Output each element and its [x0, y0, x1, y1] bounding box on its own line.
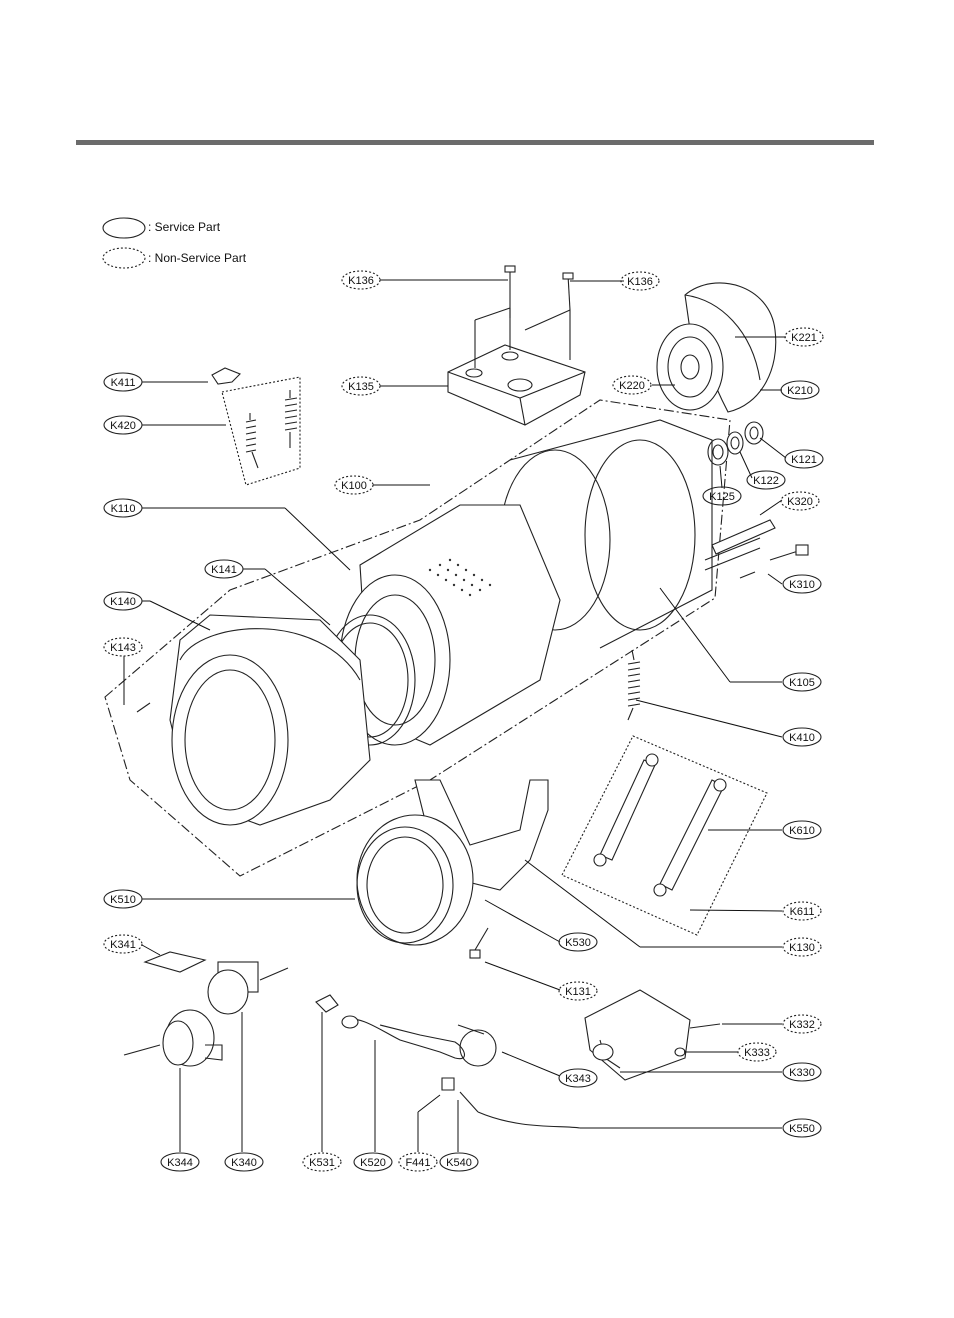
label-K320	[781, 492, 819, 510]
svg-text:K333: K333	[744, 1047, 770, 1059]
label-K411	[104, 373, 142, 391]
label-K140	[104, 592, 142, 610]
svg-text:K110: K110	[110, 503, 136, 515]
label-F441	[399, 1153, 437, 1171]
svg-text:K105: K105	[789, 677, 815, 689]
label-K310	[783, 575, 821, 593]
label-K340	[225, 1153, 263, 1171]
label-K136a	[342, 271, 380, 289]
label-K210	[781, 381, 819, 399]
svg-text:K530: K530	[565, 937, 591, 949]
label-K540	[440, 1153, 478, 1171]
svg-text:K125: K125	[709, 491, 735, 503]
svg-text:K131: K131	[565, 986, 591, 998]
legend-service-text: : Service Part	[148, 220, 221, 234]
label-K221	[785, 328, 823, 346]
svg-text:K344: K344	[167, 1157, 193, 1169]
svg-text:K411: K411	[110, 377, 136, 389]
label-K105	[783, 673, 821, 691]
part-drawings	[105, 266, 808, 1128]
label-K611	[783, 902, 821, 920]
svg-text:K141: K141	[211, 564, 237, 576]
svg-text:K340: K340	[231, 1157, 257, 1169]
svg-text:K332: K332	[789, 1019, 815, 1031]
label-K143	[104, 638, 142, 656]
svg-text:K143: K143	[110, 642, 136, 654]
svg-text:K140: K140	[110, 596, 136, 608]
svg-text:K135: K135	[348, 381, 374, 393]
label-K121	[785, 450, 823, 468]
label-K100	[335, 476, 373, 494]
label-K520	[354, 1153, 392, 1171]
label-K136b	[621, 272, 659, 290]
svg-text:K221: K221	[791, 332, 817, 344]
label-K420	[104, 416, 142, 434]
label-K330	[783, 1063, 821, 1081]
legend-non-service-oval	[103, 248, 145, 268]
svg-text:K121: K121	[791, 454, 817, 466]
label-K220	[613, 376, 651, 394]
svg-text:K520: K520	[360, 1157, 386, 1169]
label-K333	[738, 1043, 776, 1061]
label-K130	[783, 938, 821, 956]
svg-text:K136: K136	[627, 276, 653, 288]
label-K530	[559, 933, 597, 951]
label-K531	[303, 1153, 341, 1171]
svg-text:K330: K330	[789, 1067, 815, 1079]
svg-text:K540: K540	[446, 1157, 472, 1169]
label-K131	[559, 982, 597, 1000]
label-K550	[783, 1119, 821, 1137]
label-K610	[783, 821, 821, 839]
svg-text:K310: K310	[789, 579, 815, 591]
svg-text:K210: K210	[787, 385, 813, 397]
svg-text:K136: K136	[348, 275, 374, 287]
legend-non-service-text: : Non-Service Part	[148, 251, 247, 265]
label-K410	[783, 728, 821, 746]
label-K125	[703, 487, 741, 505]
svg-text:K122: K122	[753, 475, 779, 487]
svg-text:K611: K611	[789, 906, 815, 918]
label-K510	[104, 890, 142, 908]
label-K135	[342, 377, 380, 395]
svg-text:K510: K510	[110, 894, 136, 906]
svg-text:K410: K410	[789, 732, 815, 744]
label-K141	[205, 560, 243, 578]
svg-text:K130: K130	[789, 942, 815, 954]
label-K341	[104, 935, 142, 953]
svg-text:K550: K550	[789, 1123, 815, 1135]
svg-text:K220: K220	[619, 380, 645, 392]
label-K110	[104, 499, 142, 517]
svg-text:K100: K100	[341, 480, 367, 492]
label-K343	[559, 1069, 597, 1087]
svg-text:K320: K320	[787, 496, 813, 508]
svg-text:K610: K610	[789, 825, 815, 837]
svg-text:K420: K420	[110, 420, 136, 432]
label-K344	[161, 1153, 199, 1171]
legend-service-oval	[103, 218, 145, 238]
svg-text:F441: F441	[405, 1157, 431, 1169]
label-K122	[747, 471, 785, 489]
svg-text:K343: K343	[565, 1073, 591, 1085]
label-K332	[783, 1015, 821, 1033]
svg-text:K341: K341	[110, 939, 136, 951]
svg-text:K531: K531	[309, 1157, 335, 1169]
